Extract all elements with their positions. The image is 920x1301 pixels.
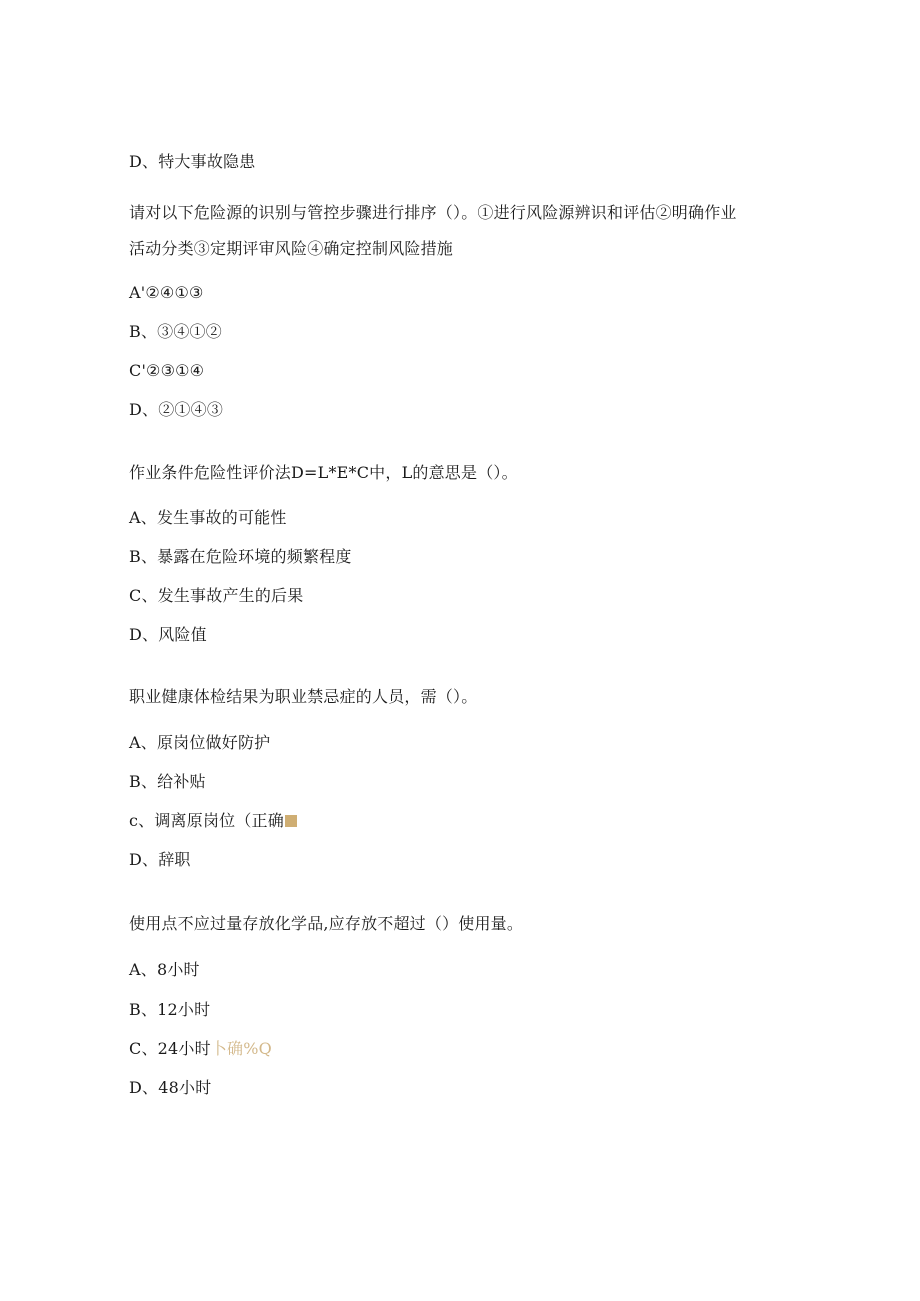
- question-5-option-c-text: C、24小时: [129, 1039, 211, 1058]
- correct-mark-annotation: 卜确%Q: [210, 1039, 272, 1058]
- question-2-option-a: A'②④①③: [129, 283, 204, 302]
- question-4-option-c: [129, 811, 297, 831]
- question-4-text: 职业健康体检结果为职业禁忌症的人员，需（）。: [129, 687, 478, 706]
- question-5-option-c: [129, 1039, 272, 1059]
- question-3-text: 作业条件危险性评价法D=L*E*C中，L的意思是（）。: [129, 463, 518, 482]
- question-3-option-a: A、发生事故的可能性: [129, 508, 287, 527]
- question-2-text-line-1: 请对以下危险源的识别与管控步骤进行排序（）。①进行风险源辨识和评估②明确作业: [129, 203, 737, 222]
- question-5-text: 使用点不应过量存放化学品,应存放不超过（）使用量。: [129, 914, 524, 933]
- question-2-text-line-2: 活动分类③定期评审风险④确定控制风险措施: [129, 239, 454, 258]
- question-4-option-a: A、原岗位做好防护: [129, 733, 271, 752]
- question-4-option-c-text: c、调离原岗位（正确: [129, 811, 284, 830]
- question-2-option-c: C'②③①④: [129, 361, 205, 380]
- option-d-prev-question: D、特大事故隐患: [129, 152, 256, 171]
- question-4-option-b: B、给补贴: [129, 772, 206, 791]
- question-3-option-c: C、发生事故产生的后果: [129, 586, 304, 605]
- question-2-option-b: B、③④①②: [129, 322, 222, 341]
- question-5-option-a: A、8小时: [129, 960, 200, 979]
- highlight-mark-icon: [285, 815, 297, 827]
- question-5-option-d: D、48小时: [129, 1078, 212, 1097]
- question-5-option-b: B、12小时: [129, 1000, 211, 1019]
- question-4-option-d: D、辞职: [129, 850, 191, 869]
- question-3-option-d: D、风险值: [129, 625, 207, 644]
- question-3-option-b: B、暴露在危险环境的频繁程度: [129, 547, 352, 566]
- question-2-option-d: D、②①④③: [129, 400, 224, 419]
